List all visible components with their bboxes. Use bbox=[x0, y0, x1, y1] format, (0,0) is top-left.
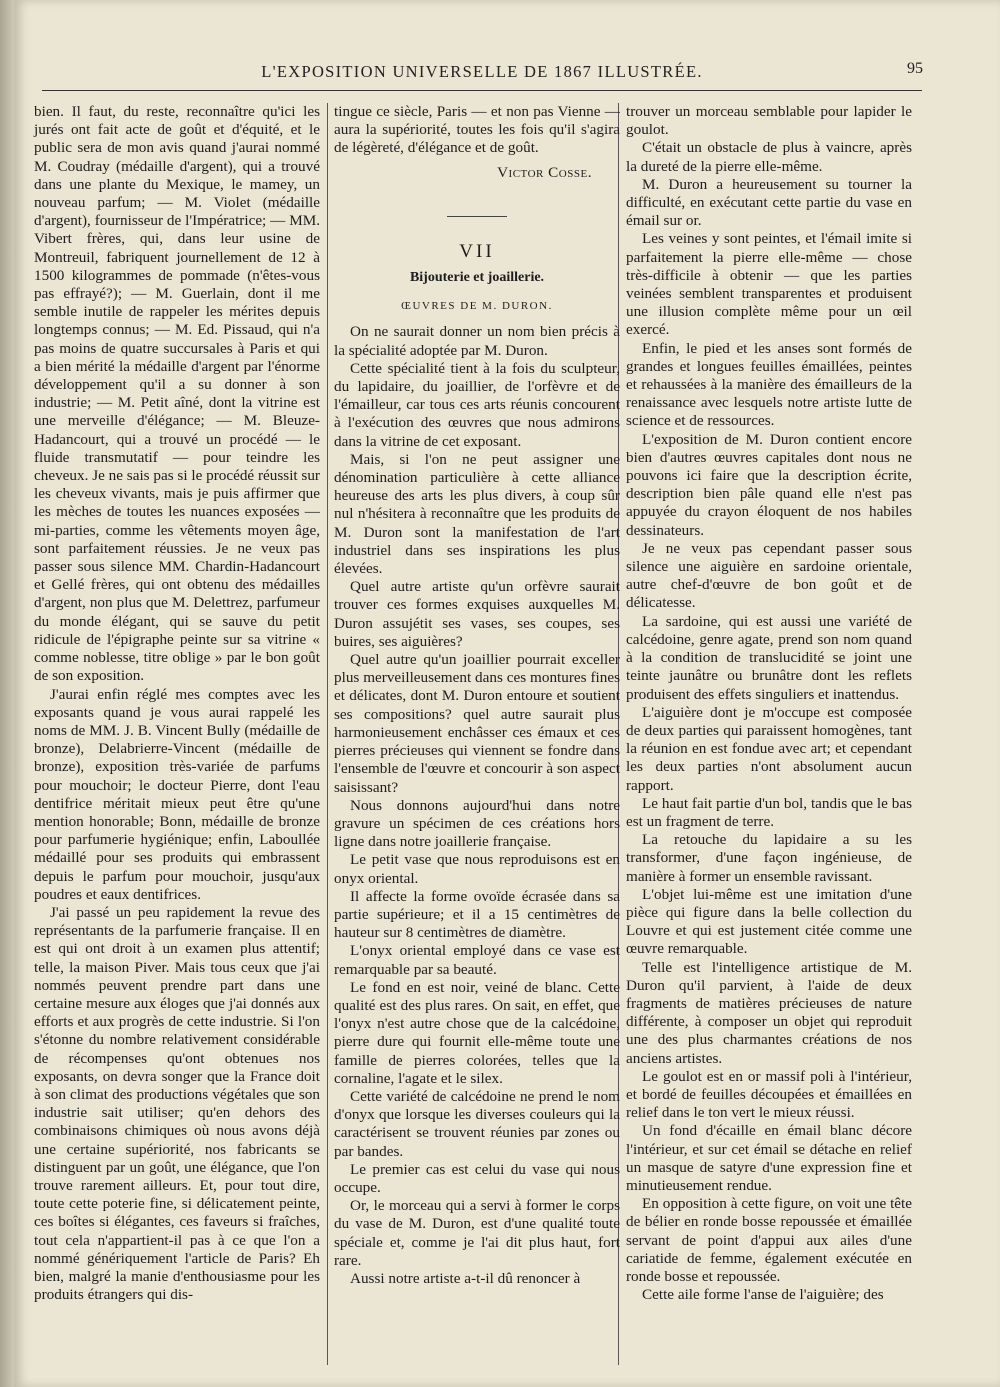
paragraph: L'objet lui-même est une imitation d'une pièce qui figure dans la belle collection du Louvre et qui est justement citée comme une œuvre remarquable. bbox=[626, 885, 912, 958]
paragraph: Aussi notre artiste a-t-il dû renoncer à bbox=[350, 1269, 581, 1287]
paragraph: Je ne veux pas cependant passer sous silence une aiguière en sardoine orientale, autre chef-d'œuvre de bon goût et de délicatesse. bbox=[626, 539, 912, 612]
paragraph: On ne saurait donner un nom bien précis à la spécialité adoptée par M. Duron. bbox=[334, 323, 620, 359]
paragraph: Un fond d'écaille en émail blanc décore l'intérieur, et sur cet émail se détache en relief un masque de satyre d'une expression fine et minutieusement rendue. bbox=[626, 1122, 912, 1194]
paragraph: Il affecte la forme ovoïde écrasée dans sa partie supérieure; et il a 15 centimètres de hauteur sur 8 centimètres de diamètre. bbox=[334, 887, 620, 942]
column-1 bbox=[34, 103, 320, 1304]
paragraph: L'aiguière dont je m'occupe est composée de deux parties qui paraissent homogènes, tant la réunion en est fondue avec art; et cependant les deux parties n'ont absolument aucun rapport. bbox=[626, 703, 912, 794]
paragraph: Telle est l'intelligence artistique de M. Duron qu'il parvient, à l'aide de deux fragments de matières précieuses de nature différente, à composer un objet qui reproduit une des plus charmantes créations de nos anciens artistes. bbox=[626, 958, 912, 1067]
section-title: Bijouterie et joaillerie. bbox=[409, 270, 545, 286]
paragraph: Quel autre artiste qu'un orfèvre saurait trouver ces formes exquises auxquelles M. Duron assujétit ses vases, ses coupes, ses buires, ses aiguières? bbox=[334, 578, 620, 650]
paragraph: La sardoine, qui est aussi une variété de calcédoine, genre agate, prend son nom quand à la condition de translucidité se joint une teinte jaunâtre ou brunâtre dont les reflets produisent des effets singuliers et inattendus. bbox=[626, 612, 912, 703]
paragraph: Or, le morceau qui a servi à former le corps du vase de M. Duron, est d'une qualité toute spéciale et, comme je l'ai dit plus haut, fort rare. bbox=[334, 1197, 620, 1269]
paragraph: J'aurai enfin réglé mes comptes avec les exposants quand je vous aurai rappelé les noms de MM. J. B. Vincent Bully (médaille de bronze), Delabrierre-Vincent (médaille de bronze), exposition très-variée de parfums pour mouchoir; le docteur Pierre, dont l'eau dentifrice méritait mieux peut être qu'une mention honorable; Bonn, médaille de bronze pour parfumerie hygiénique; enfin, Laboullée médaillé pour ses produits qui embrassent depuis le parfum pour mouchoir, jusqu'aux poudres et eaux dentifrices. bbox=[34, 685, 320, 903]
paragraph: M. Duron a heureusement su tourner la difficulté, en exécutant cette partie du vase en émail sur or. bbox=[626, 175, 912, 230]
column-2 bbox=[334, 103, 620, 1288]
paragraph: bien. Il faut, du reste, reconnaître qu'ici les jurés ont fait acte de goût et d'équité, et le public sera de mon avis quand j'aurai nommé M. Coudray (médaille d'argent), qui a trouvé dans une plante du Mexique, le mamey, un nouveau parfum; — M. Violet (médaille d'argent), fournisseur de l'Impératrice; — MM. Vibert frères, qui, dans leur usine de Montreuil, fabriquent journellement de 12 à 1500 kilogrammes de pommade (n'êtes-vous pas effrayé?); — M. Guerlain, dont il me semble inutile de rappeler les mérites depuis longtemps connus; — M. Ed. Pissaud, qui n'a pas moins de quatre succursales à Paris et qui a bien mérité la médaille d'argent par l'énorme développement qu'il a su donner à son industrie; — M. Petit aîné, dont la vitrine est une merveille d'élégance; — M. Bleuze-Hadancourt, qui a trouvé un procédé — le fluide transmutatif — pour teindre les cheveux. Je ne sais pas si le procédé réussit sur les cheveux vivants, mais je puis affirmer que les mèches de toutes les nuances exposées — mi-parties, comme les vêtements moyen âge, sont parfaitement réussies. Je ne veux pas passer sous silence MM. Chardin-Hadancourt et Gellé frères, qui ont obtenu des médailles d'argent, non plus que M. Delettrez, parfumeur du monde élégant, qui se sauve du petit ridicule de l'épigraphe peinte sur sa vitrine « comme noblesse, titre oblige » par le bon goût de son exposition. bbox=[34, 103, 320, 685]
paragraph: Enfin, le pied et les anses sont formés de grandes et longues feuilles émaillées, peintes et rehaussées à la manière des émailleurs de la renaissance avec lesquels notre artiste lutte de science et de ressources. bbox=[626, 339, 912, 430]
running-title: L'EXPOSITION UNIVERSELLE DE 1867 ILLUSTRÉE. bbox=[261, 62, 703, 81]
paragraph: Nous donnons aujourd'hui dans notre gravure un spécimen de ces créations hors ligne dans notre joaillerie française. bbox=[334, 796, 620, 851]
paragraph: Cette aile forme l'anse de l'aiguière; des bbox=[642, 1286, 884, 1304]
paragraph: En opposition à cette figure, on voit une tête de bélier en ronde bosse repoussée et émaillée servant de point d'appui aux ailes d'une cariatide de femme, également exécutée en ronde bosse et repoussée. bbox=[626, 1195, 912, 1285]
paragraph: La retouche du lapidaire a su les transformer, d'une façon ingénieuse, de manière à former un ensemble ravissant. bbox=[626, 831, 912, 885]
paragraph: L'exposition de M. Duron contient encore bien d'autres œuvres capitales dont nous ne pouvons ici faire que la description écrite, description bien pâle quand elle n'est pas appuyée du crayon éloquent de nos habiles dessinateurs. bbox=[626, 430, 912, 539]
newspaper-page bbox=[14, 0, 1000, 1387]
section-separator bbox=[447, 216, 507, 217]
paragraph: Le premier cas est celui du vase qui nous occupe. bbox=[334, 1160, 620, 1196]
paragraph: Cette spécialité tient à la fois du sculpteur, du lapidaire, du joaillier, de l'orfèvre et de l'émailleur, car tous ces arts réunis concourent à l'exécution des œuvres que nous admirons dans la vitrine de cet exposant. bbox=[334, 359, 620, 450]
adjacent-page-edge bbox=[0, 0, 14, 1387]
page-header bbox=[42, 62, 922, 91]
author-signature: Victor Cosse. bbox=[497, 163, 592, 181]
paragraph: L'onyx oriental employé dans ce vase est remarquable par sa beauté. bbox=[334, 942, 620, 978]
column-rule bbox=[327, 103, 328, 1365]
paragraph: Cette variété de calcédoine ne prend le nom d'onyx que lorsque les diverses couleurs qui la caractérisent se trouvent réunies par zones ou par bandes. bbox=[334, 1087, 620, 1160]
paragraph: Quel autre qu'un joaillier pourrait exceller plus merveilleusement dans ces montures fines et délicates, dont M. Duron entoure et soutient ses compositions? quel autre saurait plus harmonieusement enchâsser ces émaux et ces pierres précieuses qui viennent se fondre dans l'ensemble de l'œuvre et concourir à son aspect saisissant? bbox=[334, 651, 620, 796]
paragraph: Le goulot est en or massif poli à l'intérieur, et bordé de feuilles découpées et émaillées en relief dans le ton vert le mieux réussi. bbox=[626, 1067, 912, 1122]
paragraph: Mais, si l'on ne peut assigner une dénomination particulière à cette alliance heureuse des arts les plus divers, à coup sûr nul n'hésitera à reconnaître que les produits de M. Duron sont la manifestation de l'art industriel dans ses inspirations les plus élevées. bbox=[334, 450, 620, 578]
paragraph: Le fond en est noir, veiné de blanc. Cette qualité est des plus rares. On sait, en effet, que l'onyx n'est autre chose que de la calcédoine, pierre dure qui fournit elle-même toute une famille de pierres colorées, telles que la cornaline, l'agate et le silex. bbox=[334, 978, 620, 1087]
paragraph: tingue ce siècle, Paris — et non pas Vienne — aura la supériorité, toutes les fois qu'il s'agira de légèreté, d'élégance et de goût. bbox=[334, 103, 620, 157]
paragraph: J'ai passé un peu rapidement la revue des représentants de la parfumerie française. Il en est qui ont droit à un examen plus attentif; telle, la maison Piver. Mais tous ceux que j'ai nommés peuvent prendre part dans une certaine mesure aux éloges que j'ai donnés aux efforts et aux progrès de cette industrie. Si l'on s'étonne du nombre relativement considérable de récompenses qu'ont obtenues nos exposants, on devra songer que la France doit à son climat des productions végétales que son industrie sait utiliser; qu'en dehors des combinaisons chimiques où nous avons déjà une certaine supériorité, nos fabricants se distinguent par un goût, une élégance, que l'on trouve rarement ailleurs. Et, pour tout dire, toute cette poterie fine, si délicatement peinte, ces boîtes si élégantes, ces faveurs si fraîches, tout cela n'appartient-il pas à ce que l'on a nommé génériquement l'article de Paris? Eh bien, malgré la manie d'enthousiasme pour les produits étrangers qui dis- bbox=[34, 903, 320, 1304]
paragraph: Le petit vase que nous reproduisons est en onyx oriental. bbox=[334, 851, 620, 887]
section-subtitle: ŒUVRES DE M. DURON. bbox=[401, 300, 553, 313]
paragraph: Les veines y sont peintes, et l'émail imite si parfaitement la pierre elle-même — chose très-difficile à obtenir — que les parties veinées semblent transparentes et produisent une illusion complète même pour un œil exercé. bbox=[626, 230, 912, 339]
page-number: 95 bbox=[907, 60, 923, 77]
paragraph: C'était un obstacle de plus à vaincre, après la dureté de la pierre elle-même. bbox=[626, 139, 912, 175]
section-number: VII bbox=[459, 240, 495, 262]
column-3 bbox=[626, 103, 912, 1304]
paragraph: Le haut fait partie d'un bol, tandis que le bas est un fragment de terre. bbox=[626, 794, 912, 830]
paragraph: trouver un morceau semblable pour lapider le goulot. bbox=[626, 103, 912, 139]
